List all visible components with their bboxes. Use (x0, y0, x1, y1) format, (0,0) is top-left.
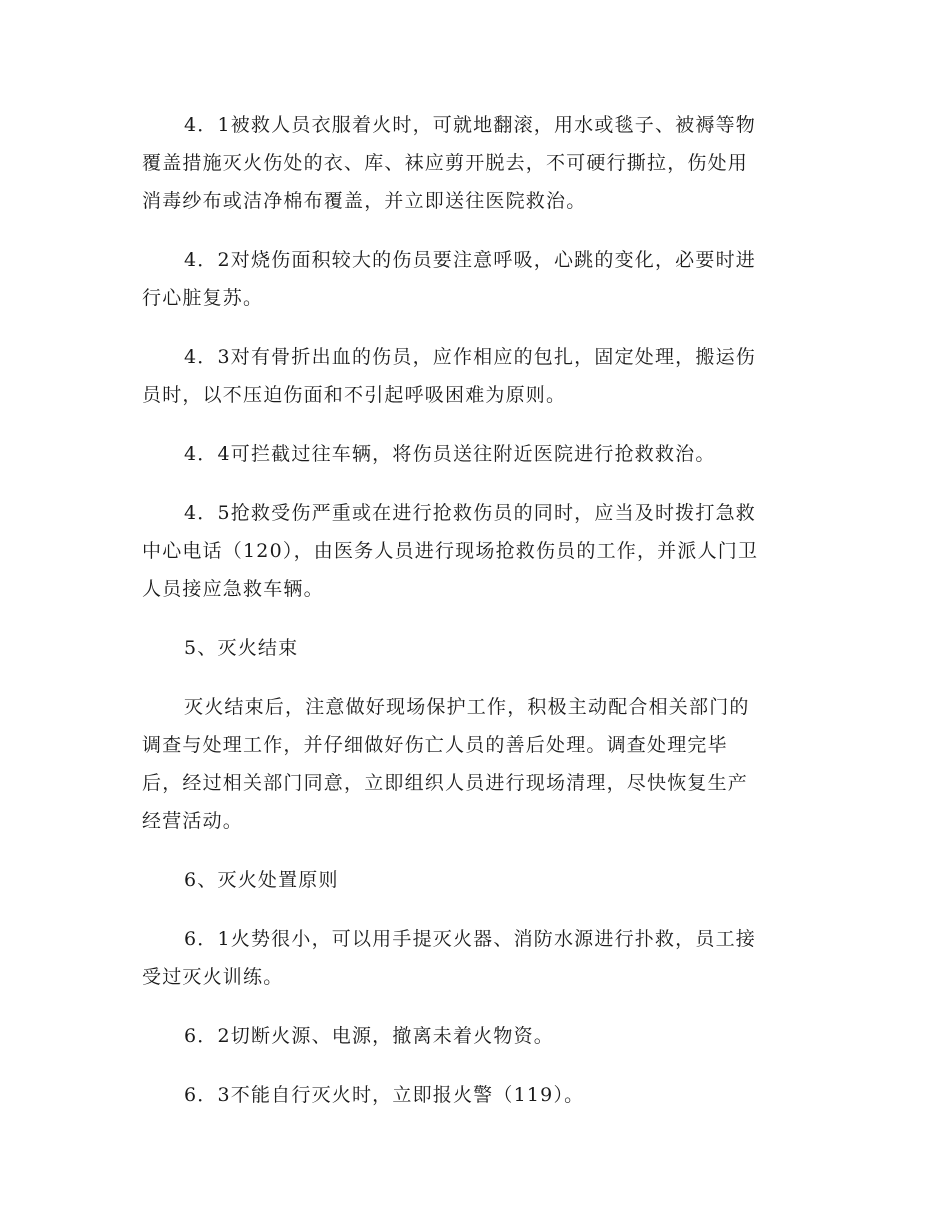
heading-text: 5、灭火结束 (184, 637, 299, 659)
text-line: 6．3不能自行灭火时，立即报火警（119）。 (184, 1084, 585, 1106)
paragraph-4-3 (142, 338, 806, 414)
heading-text: 6、灭火处置原则 (184, 869, 339, 891)
text-line: 4．2对烧伤面积较大的伤员要注意呼吸，心跳的变化，必要时进 (184, 249, 756, 271)
section-heading-6 (142, 861, 806, 899)
paragraph-5 (142, 688, 806, 840)
text-line: 4．5抢救受伤严重或在进行抢救伤员的同时，应当及时拨打急救 (184, 502, 756, 524)
paragraph-4-1 (142, 106, 806, 220)
document-page (142, 106, 806, 1135)
text-line: 经营活动。 (142, 810, 244, 832)
paragraph-6-3 (142, 1076, 806, 1114)
text-line: 6．1火势很小，可以用手提灭火器、消防水源进行扑救，员工接 (184, 928, 756, 950)
text-line: 4．1被救人员衣服着火时，可就地翻滚，用水或毯子、被褥等物 (184, 114, 756, 136)
text-line: 6．2切断火源、电源，撤离未着火物资。 (184, 1025, 554, 1047)
text-line: 调查与处理工作，并仔细做好伤亡人员的善后处理。调查处理完毕 (142, 734, 728, 756)
paragraph-4-4 (142, 435, 806, 473)
section-heading-5 (142, 629, 806, 667)
text-line: 中心电话（120），由医务人员进行现场抢救伤员的工作，并派人门卫 (142, 540, 759, 562)
text-line: 4．3对有骨折出血的伤员，应作相应的包扎，固定处理，搬运伤 (184, 346, 756, 368)
text-line: 行心脏复苏。 (142, 287, 264, 309)
paragraph-6-1 (142, 920, 806, 996)
text-line: 后，经过相关部门同意，立即组织人员进行现场清理，尽快恢复生产 (142, 772, 749, 794)
paragraph-4-2 (142, 241, 806, 317)
text-line: 受过灭火训练。 (142, 966, 284, 988)
text-line: 灭火结束后，注意做好现场保护工作，积极主动配合相关部门的 (184, 696, 750, 718)
text-line: 4．4可拦截过往车辆，将伤员送往附近医院进行抢救救治。 (184, 443, 716, 465)
text-line: 人员接应急救车辆。 (142, 578, 324, 600)
text-line: 员时，以不压迫伤面和不引起呼吸困难为原则。 (142, 384, 567, 406)
paragraph-4-5 (142, 494, 806, 608)
text-line: 消毒纱布或洁净棉布覆盖，并立即送往医院救治。 (142, 190, 587, 212)
paragraph-6-2 (142, 1017, 806, 1055)
text-line: 覆盖措施灭火伤处的衣、库、袜应剪开脱去，不可硬行撕拉，伤处用 (142, 152, 749, 174)
